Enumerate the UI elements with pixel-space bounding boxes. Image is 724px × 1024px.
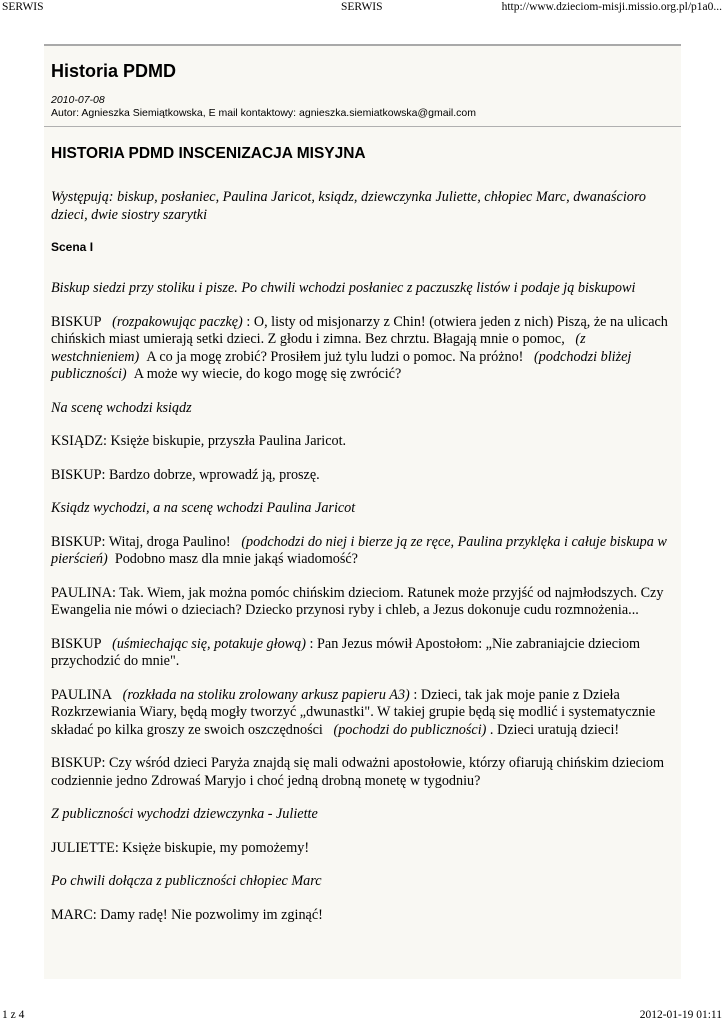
dialogue-paulina-1: PAULINA: Tak. Wiem, jak można pomóc chińskim dzieciom. Ratunek może przyjść od najmłodszych. Czy Ewangelia nie mówi o dzieciach? Dziecko przynosi ryby i chleb, a Jezus dokonuje cudu rozmnożenia... — [51, 584, 664, 618]
article-author: Autor: Agnieszka Siemiątkowska, E mail kontaktowy: agnieszka.siemiatkowska@gmail.com — [51, 107, 476, 119]
dialogue-bishop-3 — [51, 534, 673, 569]
dialogue-paulina-2 — [51, 687, 673, 740]
dialogue-bishop-4 — [51, 636, 673, 671]
dialogue-text: Podobno masz dla mnie jakąś wiadomość? — [114, 551, 358, 567]
meta-divider — [44, 126, 681, 127]
article-content — [44, 60, 681, 120]
scene-title: Scena I — [51, 240, 94, 254]
stage-direction-1: Biskup siedzi przy stoliku i pisze. Po chwili wchodzi posłaniec z paczuszkę listów i podaje ją biskupowi — [51, 280, 636, 296]
stage-direction-5: Po chwili dołącza z publiczności chłopiec Marc — [51, 873, 322, 889]
dialogue-text: : Pan Jezus mówił Apostołom: „Nie zabraniajcie dzieciom przychodzić do mnie". — [51, 635, 641, 669]
print-header — [0, 0, 724, 16]
print-header-center: SERWIS — [341, 1, 383, 13]
dialogue-bishop-1 — [51, 314, 673, 384]
stage-aside: (z westchnieniem) — [51, 331, 586, 365]
dialogue-text: : Dzieci, tak jak moje panie z Dzieła Rozkrzewiania Wiary, będą mogły tworzyć „dwunastki". W takiej grupie będą się modlić i systematycznie składać po kilka groszy ze swoich oszczędności — [51, 686, 656, 738]
speaker: BISKUP — [51, 635, 102, 652]
dialogue-juliette: JULIETTE: Księże biskupie, my pomożemy! — [51, 839, 310, 856]
top-divider — [44, 44, 681, 46]
article-title: Historia PDMD — [51, 61, 177, 81]
stage-aside: (rozpakowując paczkę) — [112, 313, 243, 330]
page-number: 1 z 4 — [2, 1009, 25, 1021]
print-datetime: 2012-01-19 01:11 — [639, 1009, 722, 1021]
dialogue-text: BISKUP: Witaj, droga Paulino! — [51, 533, 231, 550]
article-date: 2010-07-08 — [51, 94, 105, 106]
speaker: PAULINA — [51, 686, 112, 703]
article-body — [44, 145, 681, 924]
dialogue-text: : O, listy od misjonarzy z Chin! (otwiera jeden z nich) Piszą, że na ulicach chińskich miast umierają setki dzieci. Z głodu i zimna. Bez chrztu. Błagają mnie o pomoc, — [51, 313, 668, 347]
stage-direction-3: Ksiądz wychodzi, a na scenę wchodzi Paulina Jaricot — [51, 500, 356, 516]
dialogue-text: A może wy wiecie, do kogo mogę się zwrócić? — [133, 366, 402, 382]
stage-direction-2: Na scenę wchodzi ksiądz — [51, 399, 192, 416]
dialogue-text: A co ja mogę zrobić? Prosiłem już tylu ludzi o pomoc. Na próżno! — [146, 348, 524, 365]
dialogue-bishop-5: BISKUP: Czy wśród dzieci Paryża znajdą się mali odważni apostołowie, którzy ofiarują chińskim dzieciom codziennie jedno Zdrowaś Maryjo i choć jedną drobną monetę w tygodniu? — [51, 755, 665, 789]
speaker: BISKUP — [51, 313, 102, 330]
cast-list: Występują: biskup, posłaniec, Paulina Jaricot, ksiądz, dziewczynka Juliette, chłopiec Marc, dwanaścioro dzieci, dwie siostry szarytki — [51, 189, 646, 223]
print-footer — [0, 1008, 724, 1024]
stage-aside: (podchodzi do niej i bierze ją ze ręce, Paulina przyklęka i całuje biskupa w pierścień) — [51, 533, 667, 567]
dialogue-marc: MARC: Damy radę! Nie pozwolimy im zginąć! — [51, 906, 323, 923]
article-page — [44, 44, 681, 979]
stage-aside: (podchodzi bliżej publiczności) — [51, 348, 632, 382]
print-header-left: SERWIS — [2, 1, 44, 13]
article-meta — [51, 94, 673, 120]
stage-aside: (rozkłada na stoliku zrolowany arkusz papieru A3) — [122, 686, 410, 703]
stage-aside: (uśmiechając się, potakuje głową) — [112, 635, 306, 652]
dialogue-priest: KSIĄDZ: Księże biskupie, przyszła Paulina Jaricot. — [51, 433, 347, 449]
stage-aside: (pochodzi do publiczności) — [333, 721, 487, 738]
article-heading: HISTORIA PDMD INSCENIZACJA MISYJNA — [51, 145, 366, 162]
dialogue-bishop-2: BISKUP: Bardzo dobrze, wprowadź ją, proszę. — [51, 466, 320, 483]
stage-direction-4: Z publiczności wychodzi dziewczynka - Juliette — [51, 806, 318, 822]
dialogue-text: . Dzieci uratują dzieci! — [489, 721, 620, 738]
print-header-url: http://www.dzieciom-misji.missio.org.pl/p1a0... — [501, 1, 722, 13]
